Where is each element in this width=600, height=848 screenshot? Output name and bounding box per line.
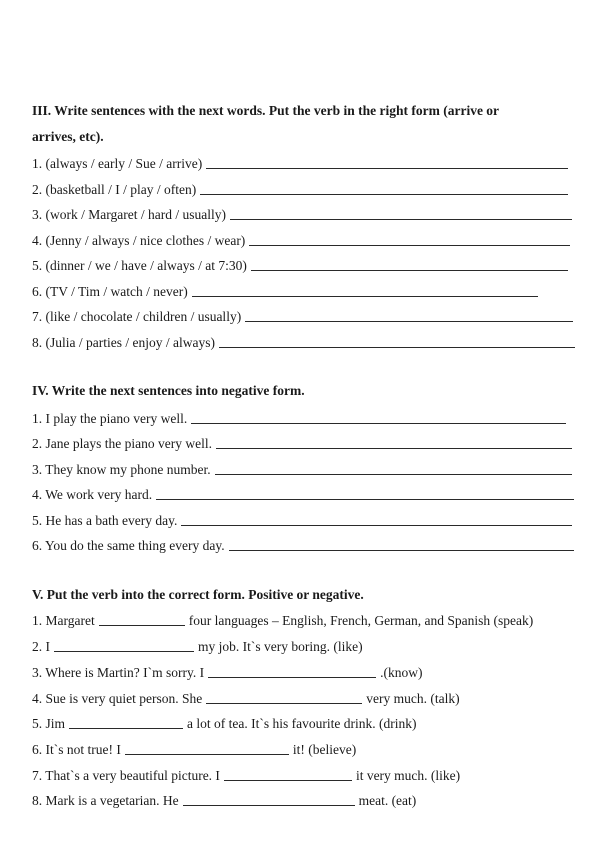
item-text-after: .(know) — [380, 665, 423, 680]
answer-line[interactable] — [183, 805, 355, 806]
item-text-after: my job. It`s very boring. (like) — [198, 639, 363, 654]
item-text-before: 7. That`s a very beautiful picture. I — [32, 768, 220, 783]
exercise-3-item-3 — [32, 203, 572, 223]
item-text-before: 1. Margaret — [32, 613, 95, 628]
section-5-title: V. Put the verb into the correct form. Positive or negative. — [32, 587, 364, 602]
answer-line[interactable] — [181, 525, 572, 526]
section-3-title-line-1: III. Write sentences with the next words. Put the verb in the right form (arrive or — [32, 103, 500, 118]
item-prompt: 5. (dinner / we / have / always / at 7:30) — [32, 258, 247, 273]
answer-line[interactable] — [125, 754, 289, 755]
item-prompt: 2. (basketball / I / play / often) — [32, 182, 197, 197]
exercise-5-item-6 — [32, 738, 356, 758]
item-text-before: 6. It`s not true! I — [32, 742, 121, 757]
item-sentence: 3. They know my phone number. — [32, 462, 211, 477]
item-prompt: 6. (TV / Tim / watch / never) — [32, 284, 188, 299]
item-text-before: 3. Where is Martin? I`m sorry. I — [32, 665, 205, 680]
answer-line[interactable] — [69, 728, 183, 729]
answer-line[interactable] — [245, 321, 573, 322]
item-text-before: 2. I — [32, 639, 50, 654]
exercise-5-item-2 — [32, 635, 363, 655]
item-text-before: 4. Sue is very quiet person. She — [32, 691, 203, 706]
exercise-3-item-1 — [32, 152, 568, 172]
answer-line[interactable] — [230, 219, 572, 220]
item-sentence: 5. He has a bath every day. — [32, 513, 178, 528]
exercise-5-item-1 — [32, 609, 533, 629]
answer-line[interactable] — [206, 703, 362, 704]
item-sentence: 1. I play the piano very well. — [32, 411, 188, 426]
answer-line[interactable] — [208, 677, 376, 678]
exercise-4-item-6 — [32, 534, 574, 554]
item-text-before: 5. Jim — [32, 716, 66, 731]
exercise-3-item-4 — [32, 229, 570, 249]
exercise-5-item-8 — [32, 789, 416, 809]
item-prompt: 7. (like / chocolate / children / usually) — [32, 309, 242, 324]
answer-line[interactable] — [206, 168, 568, 169]
answer-line[interactable] — [251, 270, 568, 271]
exercise-5-item-4 — [32, 687, 460, 707]
exercise-5-item-7 — [32, 764, 460, 784]
item-prompt: 8. (Julia / parties / enjoy / always) — [32, 335, 215, 350]
section-3-title-line-2: arrives, etc). — [32, 129, 104, 144]
answer-line[interactable] — [215, 474, 572, 475]
answer-line[interactable] — [99, 625, 185, 626]
answer-line[interactable] — [229, 550, 574, 551]
item-text-before: 8. Mark is a vegetarian. He — [32, 793, 179, 808]
item-text-after: very much. (talk) — [366, 691, 460, 706]
exercise-5-item-3 — [32, 661, 422, 681]
exercise-3-item-7 — [32, 305, 573, 325]
exercise-3-item-8 — [32, 331, 575, 351]
answer-line[interactable] — [249, 245, 570, 246]
answer-line[interactable] — [200, 194, 568, 195]
answer-line[interactable] — [156, 499, 574, 500]
item-prompt: 4. (Jenny / always / nice clothes / wear) — [32, 233, 246, 248]
exercise-3-item-2 — [32, 178, 568, 198]
exercise-4-item-2 — [32, 432, 572, 452]
answer-line[interactable] — [192, 296, 538, 297]
exercise-4-item-3 — [32, 458, 572, 478]
answer-line[interactable] — [54, 651, 194, 652]
item-sentence: 2. Jane plays the piano very well. — [32, 436, 212, 451]
exercise-4-item-5 — [32, 509, 572, 529]
item-text-after: meat. (eat) — [358, 793, 417, 808]
item-sentence: 6. You do the same thing every day. — [32, 538, 225, 553]
item-sentence: 4. We work very hard. — [32, 487, 153, 502]
answer-line[interactable] — [219, 347, 575, 348]
item-text-after: it! (believe) — [292, 742, 357, 757]
item-text-after: four languages – English, French, German, and Spanish (speak) — [188, 613, 534, 628]
section-4-title: IV. Write the next sentences into negative form. — [32, 383, 305, 398]
item-text-after: a lot of tea. It`s his favourite drink. (drink) — [187, 716, 417, 731]
exercise-4-item-1 — [32, 407, 566, 427]
item-prompt: 3. (work / Margaret / hard / usually) — [32, 207, 226, 222]
exercise-3-item-5 — [32, 254, 568, 274]
exercise-5-item-5 — [32, 712, 416, 732]
answer-line[interactable] — [216, 448, 572, 449]
item-text-after: it very much. (like) — [355, 768, 461, 783]
answer-line[interactable] — [191, 423, 566, 424]
item-prompt: 1. (always / early / Sue / arrive) — [32, 156, 203, 171]
answer-line[interactable] — [224, 780, 352, 781]
exercise-3-item-6 — [32, 280, 538, 300]
exercise-4-item-4 — [32, 483, 574, 503]
